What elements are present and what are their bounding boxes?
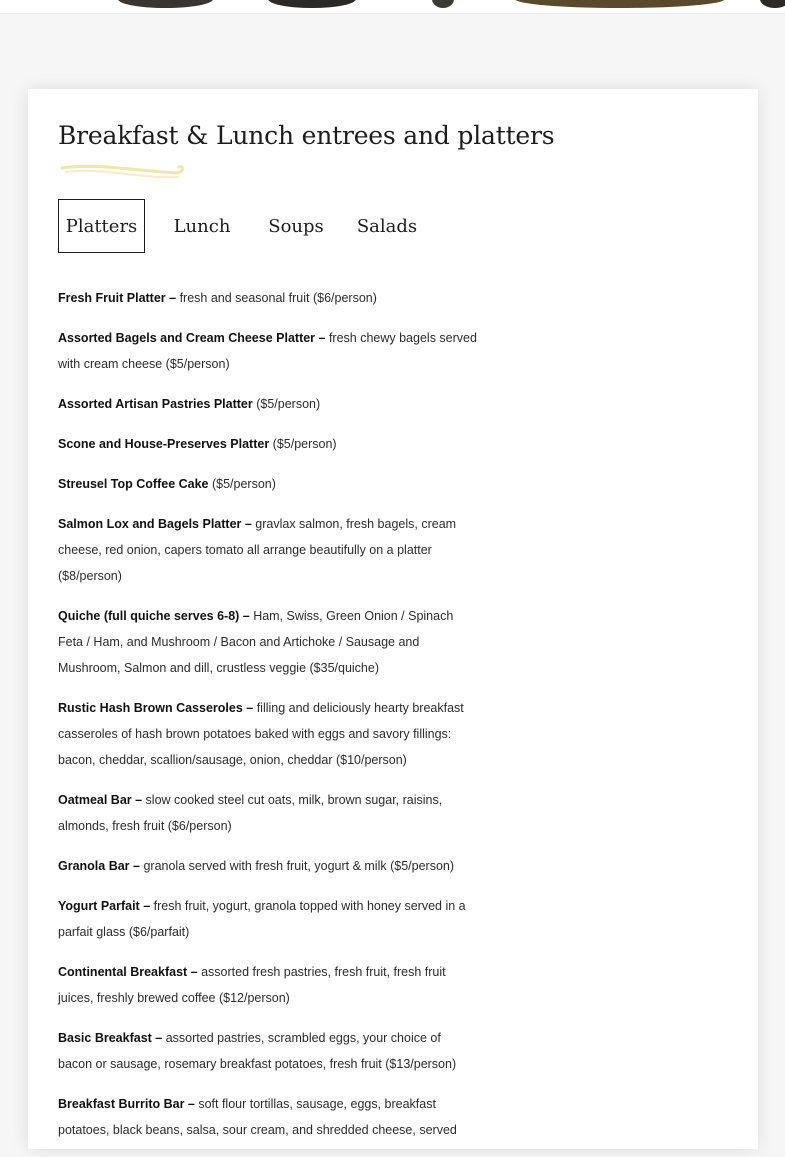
food-photo-crop	[268, 0, 356, 8]
menu-item-description: assorted fresh pastries, fresh fruit, fresh fruit juices, freshly brewed coffee ($12/person)	[58, 965, 446, 1005]
menu-item	[58, 893, 478, 945]
menu-item-description: fresh chewy bagels served with cream cheese ($5/person)	[58, 331, 477, 371]
menu-item-name: Basic Breakfast –	[58, 1031, 163, 1045]
menu-card	[28, 89, 758, 1149]
menu-item-name: Salmon Lox and Bagels Platter –	[58, 517, 252, 531]
menu-item-description: fresh and seasonal fruit ($6/person)	[176, 291, 377, 305]
food-photo-crop	[760, 0, 785, 8]
menu-item-description: fresh fruit, yogurt, granola topped with honey served in a parfait glass ($6/parfait)	[58, 899, 466, 939]
menu-item	[58, 325, 478, 377]
menu-item	[58, 1025, 478, 1077]
section-title: Breakfast & Lunch entrees and platters	[58, 121, 555, 150]
menu-item	[58, 285, 478, 311]
tab-soups[interactable]: Soups	[268, 216, 324, 237]
food-photo-crop	[432, 0, 454, 8]
menu-item-description: soft flour tortillas, sausage, eggs, breakfast potatoes, black beans, salsa, sour cream, and shredded cheese, served	[58, 1097, 457, 1137]
tab-salads[interactable]: Salads	[356, 216, 418, 237]
menu-item-name: Oatmeal Bar –	[58, 793, 143, 807]
menu-item-name: Assorted Artisan Pastries Platter	[58, 397, 253, 411]
menu-item-description: slow cooked steel cut oats, milk, brown sugar, raisins, almonds, fresh fruit ($6/person)	[58, 793, 443, 833]
menu-item-list	[58, 285, 478, 1157]
menu-item-name: Granola Bar –	[58, 859, 140, 873]
menu-item-description: ($5/person)	[269, 437, 337, 451]
menu-item	[58, 471, 478, 497]
menu-item	[58, 1091, 478, 1143]
menu-item-name: Assorted Bagels and Cream Cheese Platter –	[58, 331, 326, 345]
menu-item	[58, 959, 478, 1011]
menu-item-description: gravlax salmon, fresh bagels, cream cheese, red onion, capers tomato all arrange beautifully on a platter ($8/person)	[58, 517, 457, 583]
menu-item-name: Yogurt Parfait –	[58, 899, 151, 913]
menu-item-description: assorted pastries, scrambled eggs, your choice of bacon or sausage, rosemary breakfast potatoes, fresh fruit ($13/person)	[58, 1031, 457, 1071]
menu-item	[58, 431, 478, 457]
menu-item	[58, 695, 478, 773]
tab-platters[interactable]: Platters	[58, 199, 145, 253]
menu-item	[58, 853, 478, 879]
menu-item-name: Quiche (full quiche serves 6-8) –	[58, 609, 250, 623]
tab-lunch[interactable]: Lunch	[173, 216, 231, 237]
menu-item-name: Streusel Top Coffee Cake	[58, 477, 209, 491]
menu-item	[58, 391, 478, 417]
menu-item-name: Fresh Fruit Platter –	[58, 291, 177, 305]
menu-item-name: Continental Breakfast –	[58, 965, 198, 979]
menu-item-description: ($5/person)	[252, 397, 321, 411]
swirl-divider-icon	[58, 161, 188, 187]
menu-item	[58, 603, 478, 681]
food-photo-crop	[118, 0, 213, 8]
menu-item-description: Ham, Swiss, Green Onion / Spinach Feta / Ham, and Mushroom / Bacon and Artichoke / Sausage and Mushroom, Salmon and dill, crustless veggie ($35/quiche)	[58, 609, 454, 675]
menu-item	[58, 511, 478, 589]
menu-item-name: Breakfast Burrito Bar –	[58, 1097, 195, 1111]
menu-item	[58, 787, 478, 839]
menu-item-name: Scone and House-Preserves Platter	[58, 437, 270, 451]
menu-item-description: ($5/person)	[208, 477, 276, 491]
menu-item-description: granola served with fresh fruit, yogurt & milk ($5/person)	[139, 859, 455, 873]
header-photo-strip	[0, 0, 785, 14]
food-photo-crop	[515, 0, 725, 8]
menu-item-description: filling and deliciously hearty breakfast casseroles of hash brown potatoes baked with eggs and savory fillings: bacon, cheddar, scallion/sausage, onion, cheddar ($10/person)	[58, 701, 464, 767]
menu-item-name: Rustic Hash Brown Casseroles –	[58, 701, 254, 715]
